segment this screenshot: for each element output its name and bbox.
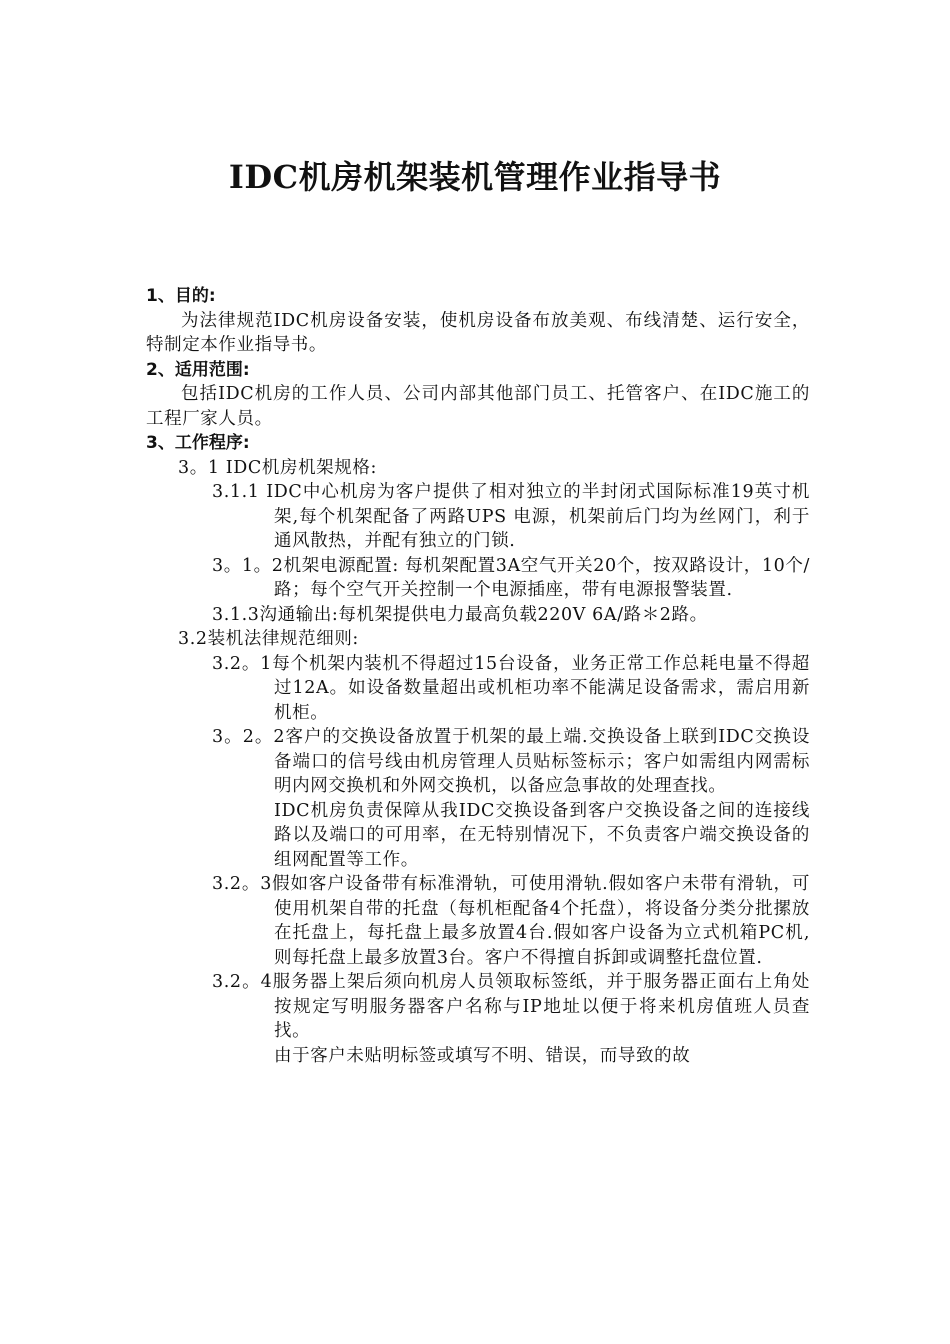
document-title: IDC机房机架装机管理作业指导书 (228, 158, 722, 196)
clause-3-1-2: 3。1。2机架电源配置: 每机架配置3A空气开关20个，按双路设计，10个/路；每个空气开关控制一个电源插座，带有电源报警装置. (212, 555, 810, 600)
subsection-heading-3-2: 3.2装机法律规范细则: (178, 629, 359, 649)
purpose-paragraph: 为法律规范IDC机房设备安装，使机房设备布放美观、布线清楚、运行安全，特制定本作业指导书。 (146, 310, 810, 355)
section-heading-procedure: 3、工作程序: (146, 433, 250, 453)
clause-3-1-3: 3.1.3沟通输出:每机架提供电力最高负载220V 6A/路＊2路。 (212, 604, 708, 625)
clause-3-2-4: 3.2。4服务器上架后须向机房人员领取标签纸，并于服务器正面右上角处按规定写明服务器客户名称与IP地址以便于将来机房值班人员查找。 (212, 972, 810, 1041)
section-heading-scope: 2、适用范围: (146, 359, 250, 380)
subsection-heading-3-1: 3。1 IDC机房机架规格: (178, 457, 377, 478)
clause-3-1-1: 3.1.1 IDC中心机房为客户提供了相对独立的半封闭式国际标准19英寸机架,每个机架配备了两路UPS 电源，机架前后门均为丝网门，利于通风散热，并配有独立的门锁. (212, 482, 810, 551)
scope-paragraph: 包括IDC机房的工作人员、公司内部其他部门员工、托管客户、在IDC施工的工程厂家人员。 (146, 384, 810, 429)
section-heading-purpose: 1、目的: (146, 286, 216, 306)
clause-3-2-2-continuation: IDC机房负责保障从我IDC交换设备到客户交换设备之间的连接线路以及端口的可用率，在无特别情况下，不负责客户端交换设备的组网配置等工作。 (274, 800, 810, 870)
clause-3-2-1: 3.2。1每个机架内装机不得超过15台设备，业务正常工作总耗电量不得超过12A。如设备数量超出或机柜功率不能满足设备需求，需启用新机柜。 (212, 653, 810, 723)
clause-3-2-3: 3.2。3假如客户设备带有标准滑轨，可使用滑轨.假如客户未带有滑轨，可使用机架自带的托盘（每机柜配备4个托盘），将设备分类分批摞放在托盘上，每托盘上最多放置4台.假如客户设备为立式机箱PC机,则每托盘上最多放置3台。客户不得擅自拆卸或调整托盘位置. (212, 874, 810, 968)
document-body (146, 284, 810, 1068)
clause-3-2-2: 3。2。2客户的交换设备放置于机架的最上端.交换设备上联到IDC交换设备端口的信号线由机房管理人员贴标签标示；客户如需组内网需标明内网交换机和外网交换机，以备应急事故的处理查找。 (212, 727, 810, 796)
clause-3-2-4-continuation: 由于客户未贴明标签或填写不明、错误，而导致的故 (274, 1045, 691, 1066)
